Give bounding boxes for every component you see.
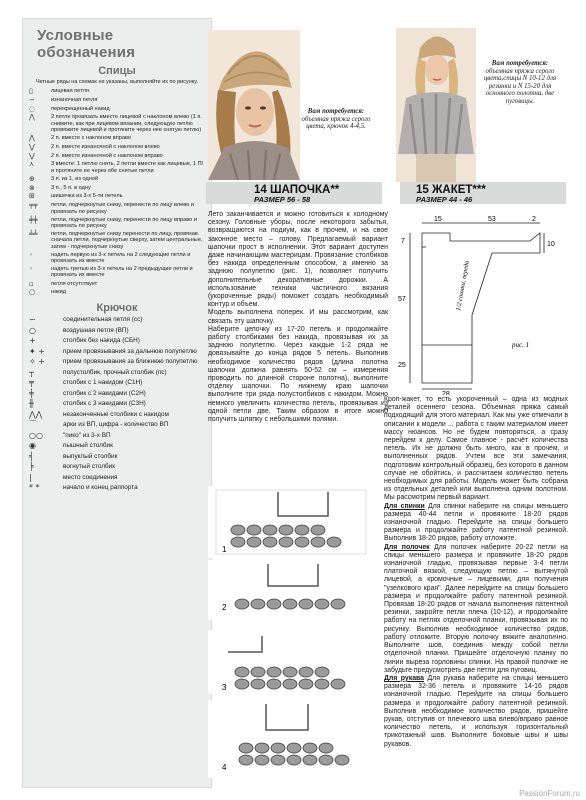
jacket-paragraph-lead: Для рукава [384, 674, 425, 682]
sample-number: 4 [222, 763, 227, 772]
hat-header [206, 182, 382, 204]
legend-symbol-icon: + [29, 336, 36, 346]
legend-row [29, 369, 205, 376]
jacket-paragraph [384, 675, 568, 749]
legend-row [29, 281, 205, 288]
legend-text: 2 п. вместе с наклоном вправо [51, 135, 131, 142]
legend-text: петли, подчеркнутые снизу перенести по лицу, провязав сначала петли, подчеркнутые сверху, затем центральные, затем - подчеркнутые снизу [51, 231, 203, 250]
legend-row [29, 106, 205, 113]
legend-row [29, 411, 205, 418]
legend-text: пышный столбик [63, 442, 113, 450]
legend-symbol-icon: ◌ [29, 104, 36, 113]
legend-row [29, 474, 205, 481]
legend-symbol-icon: ⋀⋀ [29, 409, 43, 419]
legend-row [29, 337, 205, 344]
legend-text: место соединения [63, 473, 118, 481]
hat-title-text: ШАПОЧКА** [270, 184, 340, 196]
hat-caption-lead: Вам потребуется: [307, 108, 365, 115]
legend-text: столбик с 3 накидами (С3Н) [63, 400, 146, 408]
hat-caption [296, 108, 376, 131]
legend-text: начало и конец раппорта [63, 484, 138, 492]
legend-symbol-icon: ╤╤ [29, 201, 38, 210]
legend-row [29, 379, 205, 386]
knit-heading: Спицы [98, 65, 136, 77]
legend-row [29, 348, 205, 355]
jacket-caption-lead: Вам потребуется: [491, 60, 549, 67]
legend-panel [22, 18, 212, 788]
hat-paragraph: Модель выполнена поперек. И мы рассмотрим, как связать эту шапочку. [208, 309, 388, 325]
watermark: PassionForum.ru [519, 789, 580, 798]
legend-row [29, 193, 205, 200]
legend-row [29, 97, 205, 104]
legend-row [29, 88, 205, 95]
jacket-title-text: ЖАКЕТ*** [432, 184, 486, 196]
legend-symbol-icon: ╫ [29, 399, 34, 409]
jacket-instructions [384, 396, 568, 749]
dim-left-3: 25 [398, 362, 406, 369]
legend-row [29, 289, 205, 296]
legend-text: лицевая петля [51, 88, 89, 94]
legend-text: полустолбик, прочный столбик (пс) [63, 368, 167, 376]
legend-row [29, 231, 205, 250]
legend-text: петли, подчеркнутые снизу, перенести по лицу влево и провязать по рисунку [51, 202, 194, 215]
jacket-paragraph [384, 544, 568, 675]
legend-row [29, 453, 205, 460]
legend-row [29, 327, 205, 334]
legend-symbol-icon: ╪ [29, 388, 34, 398]
legend-text: шишечка из 3-х 5-ти петель [51, 193, 123, 200]
jacket-header [400, 182, 566, 204]
legend-symbol-icon: ╤ [29, 378, 34, 388]
legend-symbol-icon: ╞ [29, 462, 34, 472]
dim-top-1: 15 [434, 216, 442, 223]
dim-left-2: 57 [398, 296, 406, 303]
dim-left-1: 7 [401, 238, 405, 245]
legend-text: незаконченные столбики с накидом [63, 410, 169, 418]
legend-row [29, 114, 205, 133]
legend-text: 3 п., 5 п. в одну [51, 184, 91, 191]
legend-text: 2 петли провязать вместе лицевой с наклоном влево (1 п. снимите, как при лицевом вязании, следующую петлю провяжите лицевой и протяните через нее снятую петлю) [51, 114, 202, 133]
legend-text: накид [51, 289, 67, 296]
legend-symbol-icon: ◦ [29, 265, 34, 274]
legend-text: выпуклый столбик [63, 452, 118, 460]
legend-symbol-icon: ○ [29, 325, 36, 335]
legend-symbol-icon: ○○ [29, 430, 43, 440]
legend-text: перекрещенный накид [51, 105, 110, 112]
legend-symbol-icon: ⋁ [29, 151, 35, 160]
hat-paragraph: Лето заканчивается и можно готовиться к холодному сезону. Головные уборы, после некоторого забытья, возвращаются на подиум, как в прочем, и на свое законное место – голову. Предлагаемый вариант шапочки прост в исполнении. Этот вариант доступен даже начинающим мастерицам. Провязание столбиков без накида определенным способом, а именно за заднюю полупетлю (рис. 1), позволяет получить дополнительные декоративные дорожки. А использование техники частичного вязания (укороченные ряды) поможет создать необходимый контур и объем. [208, 211, 388, 309]
crochet-sample-3 [208, 630, 374, 694]
legend-row [29, 185, 205, 192]
legend-symbol-icon: ◉ [29, 441, 36, 451]
legend-symbol-icon: − [29, 95, 35, 104]
legend-row [29, 217, 205, 230]
legend-title: Условные обозначения [37, 27, 136, 61]
legend-row [29, 266, 205, 279]
legend-row [29, 144, 205, 151]
legend-symbol-icon: ◦ [29, 250, 34, 259]
legend-text: столбик с 2 накидами (С2Н) [63, 389, 146, 397]
legend-row [29, 252, 205, 265]
legend-text: воздушная петля (ВП) [63, 326, 129, 334]
legend-text: столбик без накида (СБН) [63, 337, 140, 345]
legend-row [29, 400, 205, 407]
dim-right: 10 [547, 241, 555, 248]
crochet-sample-1 [208, 486, 374, 558]
figure-label: рис. 1 [512, 341, 530, 349]
legend-row [29, 358, 205, 365]
legend-text: надеть третью из 3-х петель на 2 предыдущие петли и провязать их вместе [51, 266, 193, 279]
jacket-paragraph-text: Для спинки наберите на спицы меньшего размера 40-44 петли и провяжите 18-20 рядов изнаночной гладью. Перейдите на спицы большего размера и продолжайте работу патентной резинкой. Выполнив 18-20 рядов, работу отложите. [384, 502, 568, 543]
hat-number: 14 [254, 184, 267, 196]
legend-text: арки из ВП, цифра - количество ВП [63, 421, 169, 429]
legend-symbol-icon: ┬ [29, 367, 34, 377]
schematic-diagonal-label: 1/2 спинки, переда [455, 260, 471, 312]
hat-caption-text: объемная пряжа серого цвета, крючок 4-4,5. [301, 115, 371, 131]
legend-text: соединительная петля (сс) [63, 316, 143, 324]
legend-text: 3 вместе: 1 петлю снять, 2 петли вместе как лицевые, 1 П/ и протяните ее через обе снятые петли [51, 161, 204, 174]
legend-text: вогнутый столбик [63, 463, 116, 471]
legend-symbol-icon: | [29, 472, 32, 482]
legend-text: 2 п. вместе изнаночной с наклоном влево [51, 143, 160, 150]
crochet-sample-2 [208, 560, 374, 620]
legend-symbol-icon: ⊕ [29, 174, 35, 183]
legend-symbol-icon: * * [29, 483, 40, 493]
legend-symbol-icon: ╡ [29, 451, 34, 461]
legend-text: 3 п. из 1, из одной [51, 175, 99, 182]
sample-number: 3 [222, 683, 227, 692]
sample-number: 2 [222, 603, 227, 612]
legend-symbol-icon: ▯ [29, 87, 33, 95]
legend-symbol-icon: ▫ [29, 279, 34, 288]
legend-text: петли, подчеркнутые снизу, перенести по лицу вправо и провязать по рисунку [51, 216, 197, 229]
legend-symbol-icon: ⋏ [29, 160, 35, 169]
legend-row [29, 202, 205, 215]
dim-top-2: 53 [488, 216, 496, 223]
jacket-size: РАЗМЕР 44 - 46 [416, 195, 473, 204]
knit-symbol-list [29, 88, 205, 296]
legend-text: изнаночная петля [51, 96, 98, 103]
crochet-heading: Крючок [96, 302, 138, 315]
legend-symbol-icon: ⊗ [29, 183, 35, 192]
legend-symbol-icon: ⊞ [29, 192, 35, 201]
hat-size: РАЗМЕР 56 - 58 [254, 195, 311, 204]
hat-paragraph: Наберите цепочку из 17-20 петель и продолжайте работу столбиками без накида, провязывая их за заднюю полупетлю. Через каждые 1-2 ряда не довязывайте до конца рядов 5 петель. Выполнив необходимое количество рядов (длина полотна шапочки должна равнять 50-52 см – измерения проводить по длинной стороне полотна), выполните отделку шапочки. По нижнему краю шапочки выполните три ряда полустолбиков с накидом. Можно немного увеличить количество петель, провязывая из одной петли две. Таким образом в итоге можно получить шляпку с небольшими полями. [208, 325, 388, 424]
legend-row [29, 135, 205, 142]
legend-row [29, 153, 205, 160]
legend-text: 2 п. вместе изнаночной с наклоном вправо [51, 152, 163, 159]
legend-row [29, 442, 205, 449]
hat-model-photo [208, 30, 300, 180]
legend-symbol-icon: ○ [29, 288, 36, 297]
legend-symbol-icon: ✧ + [29, 357, 45, 367]
crochet-symbol-list [29, 316, 205, 491]
legend-text: прием провязывания за дальнюю полупетлю [63, 347, 197, 355]
jacket-caption [474, 60, 566, 106]
legend-row [29, 484, 205, 491]
legend-text: надеть первую из 3-х петель на 2 следующие петли и провязать их вместе [51, 251, 191, 265]
jacket-paragraph-lead: Для спинки [384, 502, 425, 510]
dim-bottom: 28 [442, 391, 450, 395]
jacket-paragraph [384, 503, 568, 544]
legend-symbol-icon: ∽ [29, 315, 36, 325]
legend-row [29, 463, 205, 470]
jacket-number: 15 [416, 184, 429, 196]
legend-row [29, 390, 205, 397]
legend-text: прием провязывания за ближнюю полупетлю [63, 358, 198, 366]
legend-text: столбик с 1 накидом (С1Н) [63, 379, 143, 387]
jacket-caption-text: объемная пряжа серого цвета,спицы N 10-12 для резинки и N 15-20 для основного полотна, две пуговицы. [483, 67, 557, 105]
legend-text: "пико" из 3-х ВП [63, 431, 111, 439]
jacket-paragraph: Кроп-жакет, то есть укороченный – одна из модных деталей осеннего сезона. Объемная пряжа самый подходящий для этого материал. Как мы уже отмечали в описании к модели ... работа с таким материалом имеет массу нюансов. Но не будем повторяться, а сразу перейдем к делу. Самое главное - расчёт количества петель. Их не должно быть много, как в прочем, и выполненных рядов. Учтем все эти замечания, подготовим контрольный образец, без которого в данном случае не обойтись, и рассчитаем количество петель необходимых для работы. Модель может быть собрана из отдельных деталей или выполнена одним полотном. Мы рассмотрим первый вариант. [384, 396, 568, 502]
knit-note: Четные ряды на схемах не указаны, выполняйте их по рисунку. [36, 79, 198, 85]
legend-symbol-icon: ⋀ [29, 134, 35, 143]
dim-top-3: 2 [532, 216, 536, 223]
jacket-paragraph-lead: Для полочек [384, 543, 430, 551]
jacket-paragraph-text: Для полочек наберите 20-22 петли на спицы меньшего размера и провяжите 18-20 рядов изнаночной гладью, провязывая первые 3-4 петли платочной вязкой, следующую петлю – вытянутой лицевой, а кромочные – лицевыми, для получения "узелкового края". Далее перейдите на спицы большего размера и продолжайте работу патентной резинкой. Провязав 18-20 рядов от начала выполнения патентной резинки, закройте петли плеча (10-12), и продолжайте работу на петлях отделочной планки, провязывая их по рисунку. Выполнив необходимое количество рядов, работу отложите. Вторую полочку вяжите аналогично. Выполните шов, соединив между собой петли отделочной планки. Пришейте отделочную планку по линии выреза горловины спинки. На правой полочке не забудьте предусмотреть две петли для пуговиц. [384, 543, 568, 674]
legend-row [29, 421, 205, 428]
hat-instructions [208, 211, 388, 424]
sample-number: 1 [222, 545, 227, 554]
legend-row [29, 316, 205, 323]
legend-symbol-icon: ✦ + [29, 346, 45, 356]
legend-symbol-icon: ╪╪ [29, 215, 38, 224]
jacket-model-photo [396, 28, 476, 182]
legend-symbol-icon: ╧╧ [29, 230, 38, 239]
legend-row [29, 161, 205, 174]
crochet-sample-4 [208, 700, 374, 778]
legend-symbol-icon: ⋀ [29, 113, 35, 122]
legend-row [29, 432, 205, 439]
legend-row [29, 176, 205, 183]
legend-text: петля отсутствует [51, 280, 98, 287]
legend-symbol-icon: ⋁ [29, 142, 35, 151]
jacket-schematic [392, 215, 572, 395]
jacket-paragraph-text: Для рукава наберите на спицы меньшего размера 32-36 петель и провяжите 14-16 рядов изнаночной гладью. Перейдите на спицы большего размера и продолжайте работу патентной резинкой. Выполнив необходимое количество рядов, пришейте рукав, отступив от плечевого шва влево/вправо равное количество петель, и используя горизонтальный трикотажный шов. Выполните боковые швы и швы рукавов. [384, 674, 569, 748]
legend-symbol-icon: ⌒ [29, 420, 37, 430]
